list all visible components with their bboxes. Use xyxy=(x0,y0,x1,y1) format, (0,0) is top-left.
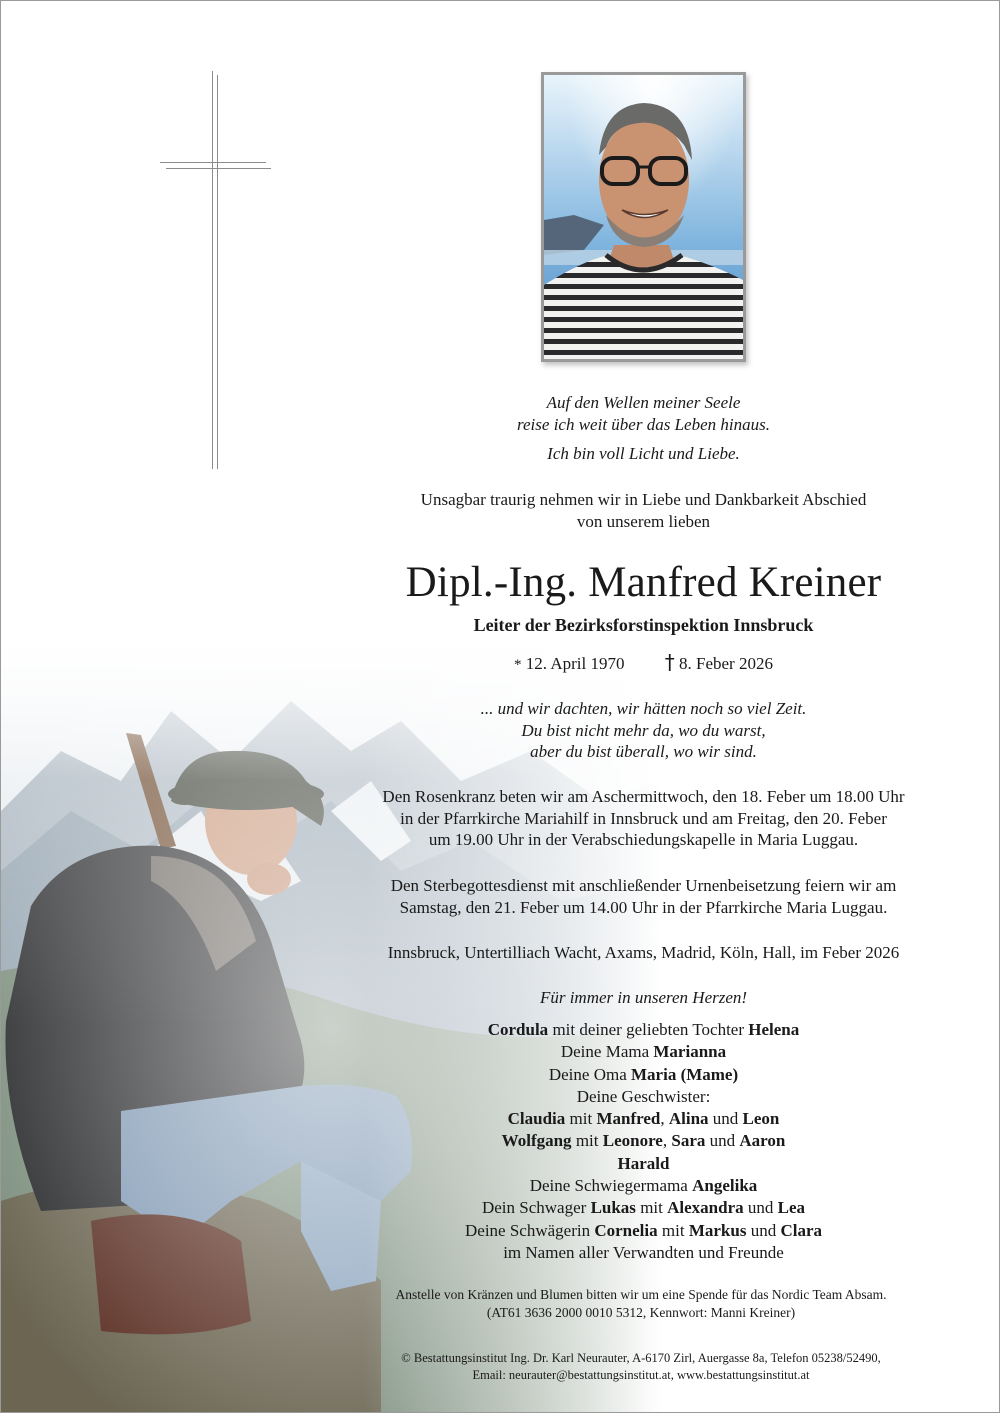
family-member-line xyxy=(331,1041,956,1063)
family-member-line xyxy=(331,1019,956,1041)
funeral-line: Samstag, den 21. Feber um 14.00 Uhr in der Pfarrkirche Maria Luggau. xyxy=(399,897,888,917)
poem-line: aber du bist überall, wo wir sind. xyxy=(530,742,757,761)
family-member-name: Wolfgang xyxy=(501,1131,572,1151)
family-member-text: mit xyxy=(657,1220,689,1240)
funeral-line: Den Sterbegottesdienst mit anschließender Urnenbeisetzung feiern wir am xyxy=(390,876,897,895)
family-member-name: Sara xyxy=(671,1131,706,1151)
rosary-announcement xyxy=(331,786,956,851)
family-member-name: Markus xyxy=(688,1220,747,1240)
closing-line: Für immer in unseren Herzen! xyxy=(539,988,748,1007)
family-member-name: Claudia xyxy=(507,1109,566,1129)
family-member-name: Marianna xyxy=(653,1042,727,1062)
family-member-text: und xyxy=(705,1131,740,1151)
rosary-line: in der Pfarrkirche Mariahilf in Innsbruck und am Freitag, den 20. Feber xyxy=(400,808,887,828)
family-member-text: , xyxy=(662,1131,672,1151)
family-member-text: und xyxy=(708,1109,743,1129)
birth-date-text: 12. April 1970 xyxy=(525,654,625,673)
family-member-text: Deine Oma xyxy=(548,1064,631,1084)
family-member-text: Dein Schwager xyxy=(481,1198,591,1218)
motto xyxy=(331,392,956,465)
family-member-name: Angelika xyxy=(692,1176,758,1196)
family-member-text: mit xyxy=(635,1198,668,1218)
portrait-photo xyxy=(541,72,746,362)
death-date xyxy=(665,652,773,675)
family-member-line xyxy=(331,1108,956,1130)
family-member-line xyxy=(331,1064,956,1086)
donation-note xyxy=(326,1286,956,1322)
family-member-text: und xyxy=(743,1198,778,1218)
footer-line: Email: neurauter@bestattungsinstitut.at, www.bestattungsinstitut.at xyxy=(472,1368,810,1382)
family-member-name: Leonore xyxy=(602,1131,663,1151)
footer-line: © Bestattungsinstitut Ing. Dr. Karl Neurauter, A-6170 Zirl, Auergasse 8a, Telefon 05238/52490, xyxy=(401,1351,881,1365)
family-member-name: Harald xyxy=(617,1153,670,1173)
family-member-text: Deine Schwägerin xyxy=(465,1220,595,1240)
family-member-name: Alina xyxy=(668,1109,709,1129)
rosary-line: Den Rosenkranz beten wir am Aschermittwoch, den 18. Feber um 18.00 Uhr xyxy=(382,787,905,806)
family-member-text: im Namen aller Verwandten und Freunde xyxy=(503,1242,784,1262)
birth-symbol: * xyxy=(514,657,522,673)
intro-text xyxy=(331,489,956,532)
funeral-announcement xyxy=(331,875,956,918)
motto-line: reise ich weit über das Leben hinaus. xyxy=(517,414,770,434)
intro-line: von unserem lieben xyxy=(576,511,711,531)
family-member-text: und xyxy=(746,1220,781,1240)
family-member-name: Leon xyxy=(742,1109,780,1129)
family-member-text: mit xyxy=(565,1109,597,1129)
death-date-text: 8. Feber 2026 xyxy=(678,654,773,673)
funeral-home-footer xyxy=(326,1350,956,1384)
family-member-line xyxy=(331,1153,956,1175)
poem-line: Du bist nicht mehr da, wo du warst, xyxy=(521,720,766,740)
family-member-line xyxy=(331,1130,956,1152)
family-member-name: Cornelia xyxy=(594,1220,658,1240)
family-member-line xyxy=(331,1242,956,1264)
family-member-name: Clara xyxy=(780,1220,822,1240)
family-member-name: Aaron xyxy=(739,1131,786,1151)
deceased-title: Leiter der Bezirksforstinspektion Innsbruck xyxy=(473,615,814,635)
poem-line: ... und wir dachten, wir hätten noch so viel Zeit. xyxy=(480,699,807,718)
deceased-name: Dipl.-Ing. Manfred Kreiner xyxy=(405,559,882,606)
family-member-text: Deine Geschwister: xyxy=(576,1086,711,1106)
motto-line: Ich bin voll Licht und Liebe. xyxy=(547,444,740,463)
family-member-line xyxy=(331,1175,956,1197)
family-member-line xyxy=(331,1197,956,1219)
family-member-line xyxy=(331,1086,956,1108)
family-member-name: Helena xyxy=(748,1020,800,1039)
family-member-name: Cordula xyxy=(487,1020,549,1039)
family-member-name: Lea xyxy=(777,1198,805,1218)
family-member-text: mit deiner geliebten Tochter xyxy=(548,1020,749,1039)
motto-line: Auf den Wellen meiner Seele xyxy=(546,393,741,412)
family-member-text: Deine Mama xyxy=(560,1042,654,1062)
family-member-text: mit xyxy=(571,1131,603,1151)
family-member-text: , xyxy=(660,1109,669,1129)
intro-line: Unsagbar traurig nehmen wir in Liebe und Dankbarkeit Abschied xyxy=(420,490,867,509)
donation-line: Anstelle von Kränzen und Blumen bitten wir um eine Spende für das Nordic Team Absam. xyxy=(395,1287,887,1302)
family-member-text: Deine Schwiegermama xyxy=(529,1176,693,1196)
family-list xyxy=(331,1019,956,1264)
family-member-name: Maria (Mame) xyxy=(631,1064,739,1084)
family-member-name: Alexandra xyxy=(667,1198,744,1218)
family-member-name: Manfred xyxy=(596,1109,661,1129)
life-dates xyxy=(331,652,956,677)
rosary-line: um 19.00 Uhr in der Verabschiedungskapelle in Maria Luggau. xyxy=(428,830,859,849)
donation-line: (AT61 3636 2000 0010 5312, Kennwort: Manni Kreiner) xyxy=(486,1305,796,1320)
family-member-name: Lukas xyxy=(590,1198,636,1218)
place-date: Innsbruck, Untertilliach Wacht, Axams, Madrid, Köln, Hall, im Feber 2026 xyxy=(387,943,900,962)
family-member-line xyxy=(331,1220,956,1242)
birth-date xyxy=(514,653,624,677)
poem xyxy=(331,698,956,763)
death-cross-icon: † xyxy=(664,650,675,674)
